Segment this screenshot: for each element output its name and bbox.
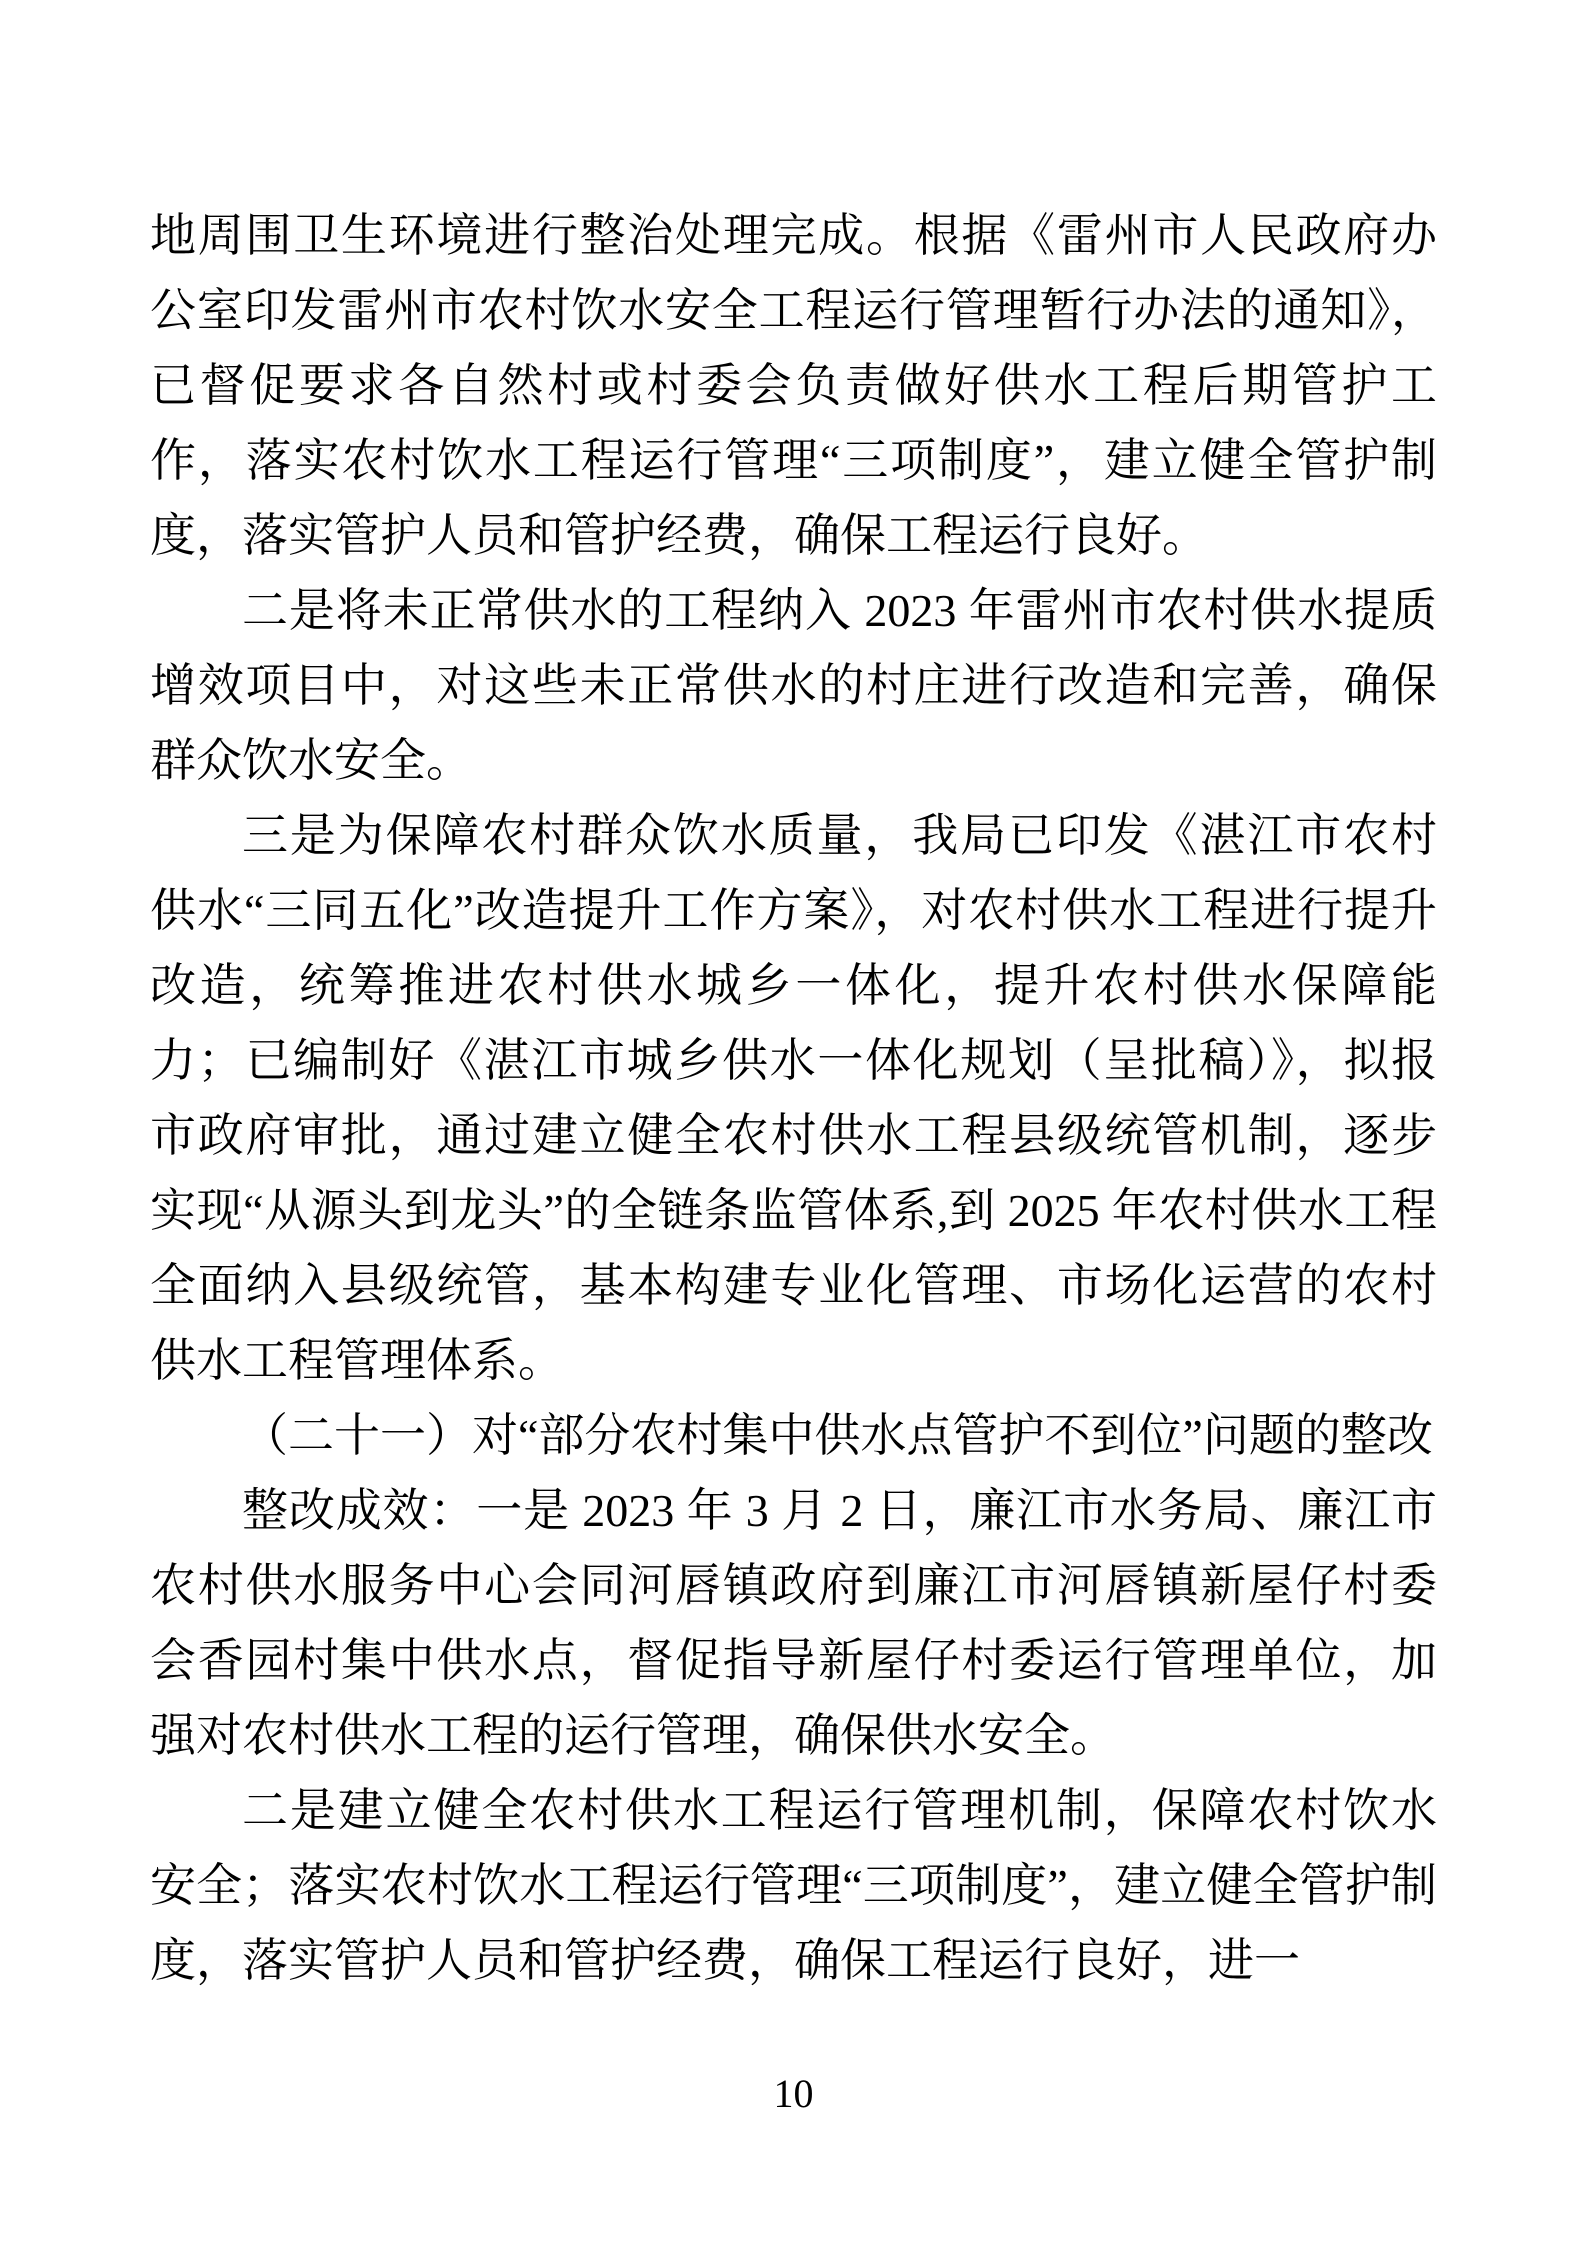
paragraph-point-two-mechanism: 二是建立健全农村供水工程运行管理机制，保障农村饮水安全；落实农村饮水工程运行管理“三项制度”，建立健全管护制度，落实管护人员和管护经费，确保工程运行良好，进一	[150, 1785, 1437, 1986]
paragraph-continuation: 地周围卫生环境进行整治处理完成。根据《雷州市人民政府办公室印发雷州市农村饮水安全工程运行管理暂行办法的通知》，已督促要求各自然村或村委会负责做好供水工程后期管护工作，落实农村饮水工程运行管理“三项制度”，建立健全管护制度，落实管护人员和管护经费，确保工程运行良好。	[150, 210, 1437, 561]
paragraph-rectification-results: 整改成效：一是 2023 年 3 月 2 日，廉江市水务局、廉江市农村供水服务中心会同河唇镇政府到廉江市河唇镇新屋仔村委会香园村集中供水点，督促指导新屋仔村委运行管理单位，加强对农村供水工程的运行管理，确保供水安全。	[150, 1485, 1437, 1761]
document-body	[150, 198, 1437, 1998]
paragraph-point-two: 二是将未正常供水的工程纳入 2023 年雷州市农村供水提质增效项目中，对这些未正常供水的村庄进行改造和完善，确保群众饮水安全。	[150, 585, 1437, 786]
section-heading-21: （二十一）对“部分农村集中供水点管护不到位”问题的整改	[242, 1410, 1433, 1461]
page-number: 10	[773, 2071, 814, 2116]
paragraph-point-three: 三是为保障农村群众饮水质量，我局已印发《湛江市农村供水“三同五化”改造提升工作方案》，对农村供水工程进行提升改造，统筹推进农村供水城乡一体化，提升农村供水保障能力；已编制好《湛江市城乡供水一体化规划（呈批稿）》，拟报市政府审批，通过建立健全农村供水工程县级统管机制，逐步实现“从源头到龙头”的全链条监管体系,到 2025 年农村供水工程全面纳入县级统管，基本构建专业化管理、市场化运营的农村供水工程管理体系。	[150, 810, 1437, 1386]
